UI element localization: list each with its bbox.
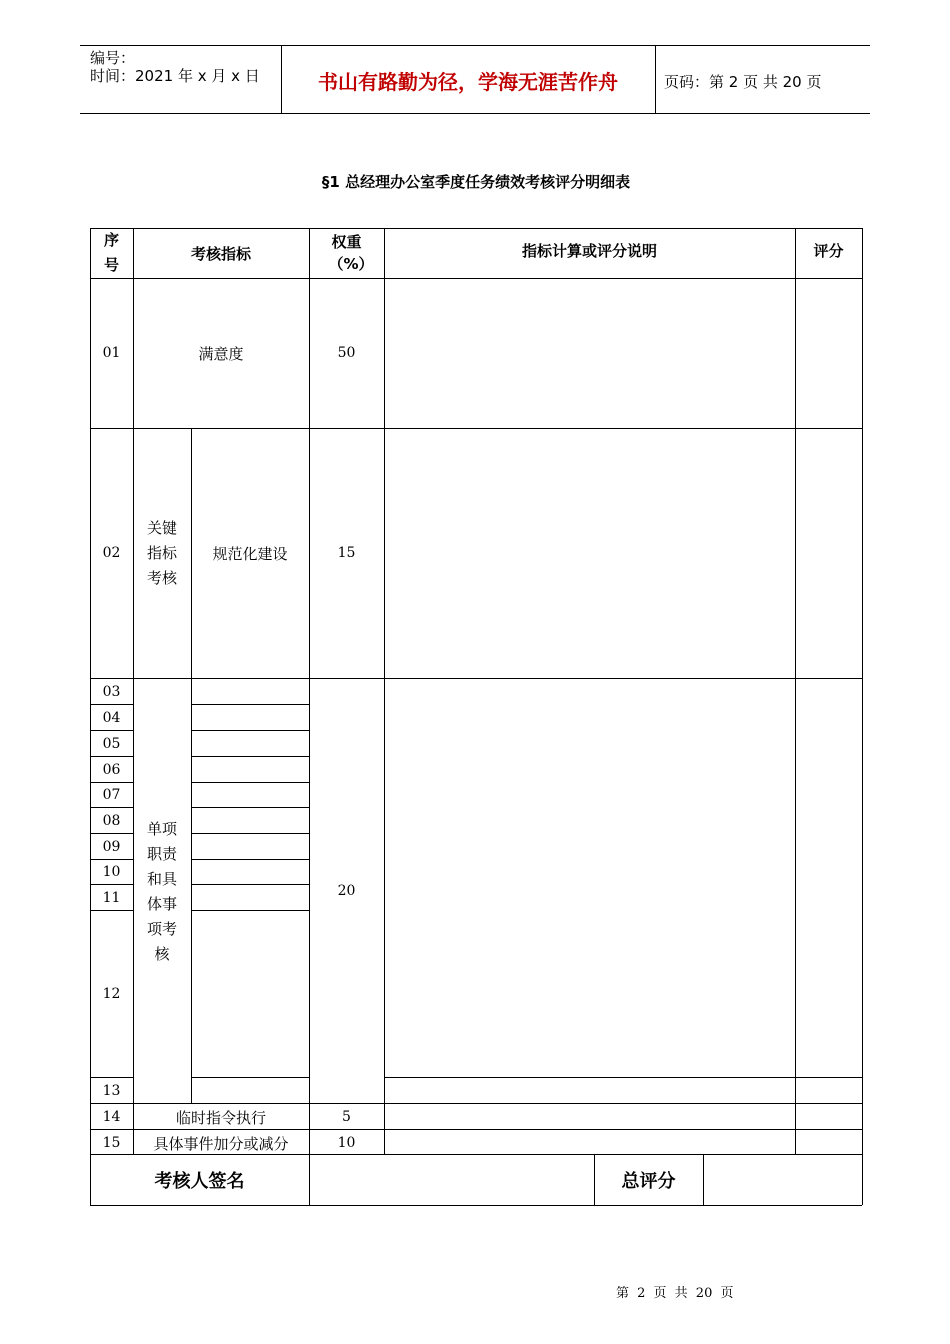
header-top-rule [80, 45, 870, 46]
page-title: §1 总经理办公室季度任务绩效考核评分明细表 [321, 173, 631, 191]
header-page-info: 页码：第 2 页 共 20 页 [664, 73, 822, 91]
group-seq: 13 [102, 1083, 121, 1099]
group-category: 单项职责和具体事项考核 [146, 820, 177, 963]
header-bottom-rule [80, 113, 870, 114]
table-line [862, 228, 863, 1205]
table-line [191, 782, 309, 783]
row15-weight: 10 [337, 1135, 356, 1151]
header-weight: 权重（%） [328, 233, 374, 273]
header-explanation: 指标计算或评分说明 [521, 241, 657, 260]
group-seq: 06 [102, 762, 121, 778]
table-line [191, 859, 309, 860]
group-score-cell[interactable] [796, 679, 861, 1076]
group-weight: 20 [337, 882, 356, 899]
table-line [191, 807, 309, 808]
group-seq: 10 [102, 864, 121, 880]
table-line [191, 1077, 309, 1078]
row02-weight: 15 [337, 545, 356, 561]
row15-indicator: 具体事件加分或减分 [153, 1134, 289, 1153]
group-seq: 05 [102, 736, 121, 752]
row01-weight: 50 [337, 345, 356, 361]
group-seq: 08 [102, 813, 121, 829]
row02-seq: 02 [102, 545, 121, 561]
row02-indicator: 规范化建设 [212, 544, 288, 563]
header-serial-label: 编号： [90, 49, 136, 67]
row14-indicator: 临时指令执行 [175, 1108, 266, 1127]
header-motto: 书山有路勤为径，学海无涯苦作舟 [318, 70, 618, 94]
row01-seq: 01 [102, 345, 121, 361]
table-line [191, 833, 309, 834]
row02-score-cell[interactable] [796, 429, 861, 677]
table-line [191, 884, 309, 885]
row15-seq: 15 [102, 1135, 121, 1151]
row02-category: 关键指标考核 [146, 518, 177, 587]
group-seq: 03 [102, 684, 121, 700]
group-seq: 11 [102, 890, 121, 906]
table-line [191, 704, 309, 705]
group-seq: 09 [102, 839, 121, 855]
total-score-input-cell[interactable] [704, 1155, 861, 1204]
table-line [384, 1077, 862, 1078]
header-divider-right [655, 45, 656, 113]
row01-indicator: 满意度 [198, 344, 244, 363]
group-seq: 12 [102, 986, 121, 1002]
row01-explanation-cell[interactable] [385, 279, 794, 427]
row02-explanation-cell[interactable] [385, 429, 794, 677]
header-score: 评分 [813, 241, 844, 260]
total-score-label: 总评分 [621, 1170, 676, 1192]
group-seq: 04 [102, 710, 121, 726]
signature-label: 考核人签名 [154, 1170, 245, 1192]
table-line [191, 756, 309, 757]
table-line [90, 1205, 862, 1206]
table-line [191, 910, 309, 911]
row14-weight: 5 [342, 1109, 351, 1125]
table-line [191, 730, 309, 731]
signature-input-cell[interactable] [310, 1155, 593, 1204]
row14-seq: 14 [102, 1109, 121, 1125]
group-seq: 07 [102, 787, 121, 803]
header-indicator: 考核指标 [190, 244, 251, 263]
header-time-label: 时间：2021 年 x 月 x 日 [90, 67, 260, 85]
header-seq: 序号 [103, 231, 119, 274]
group-explanation-cell[interactable] [385, 679, 794, 1076]
row01-score-cell[interactable] [796, 279, 861, 427]
footer-page-number: 第 2 页 共 20 页 [616, 1286, 734, 1301]
